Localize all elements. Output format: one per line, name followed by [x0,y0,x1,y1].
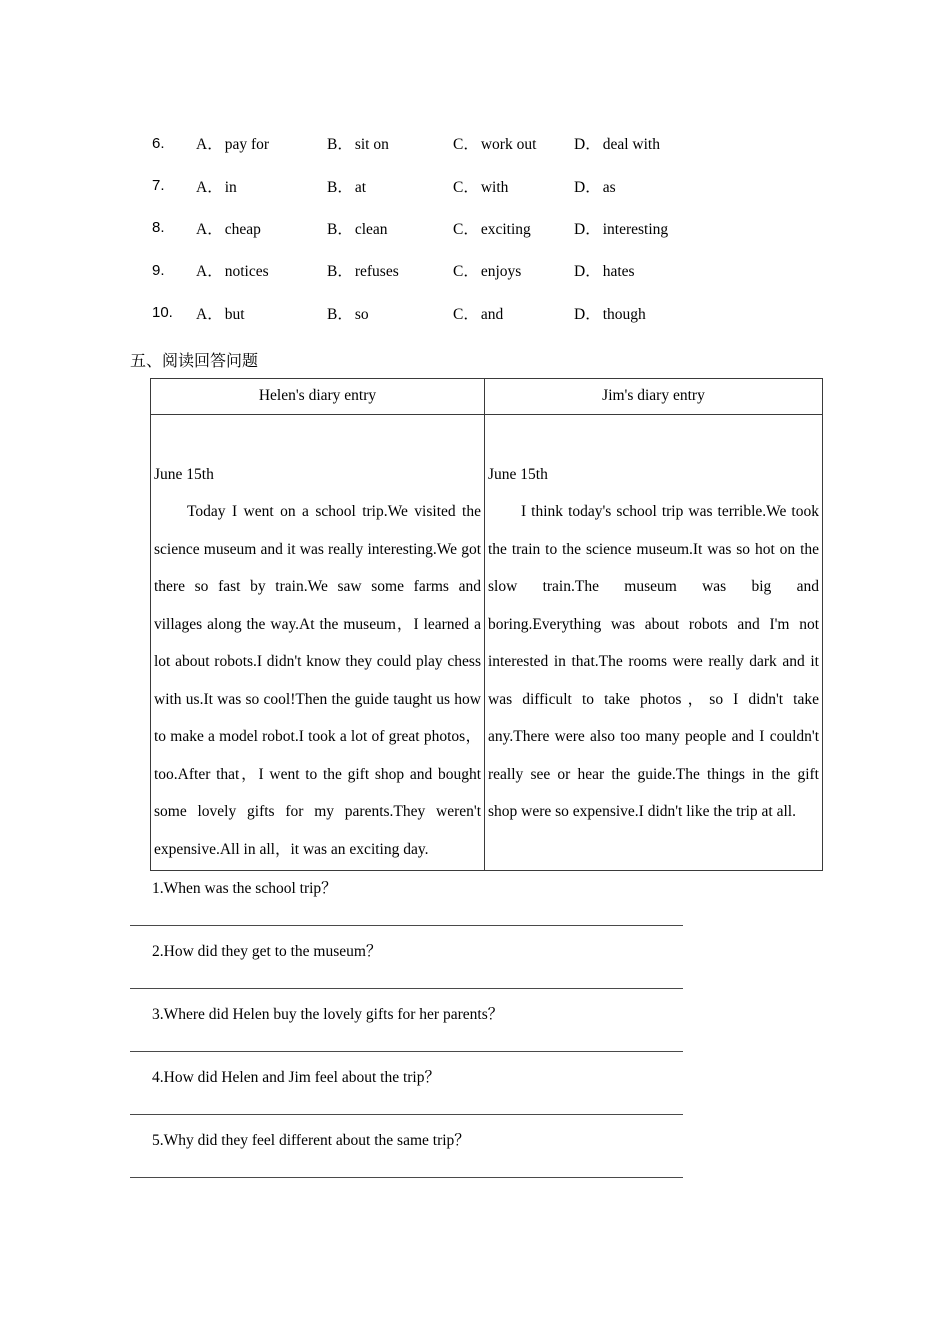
answer-line [130,1051,683,1052]
option-d [574,217,668,239]
option-letter: B． [327,178,353,196]
answer-line [130,988,683,989]
option-b [327,259,453,281]
option-b [327,302,453,324]
option-text: so [354,305,369,323]
option-letter: D． [574,178,601,196]
option-letter: B． [327,136,353,154]
option-a [196,259,327,281]
option-text: though [602,305,646,323]
option-a [196,302,327,324]
table-body-row [151,414,823,871]
option-a [196,132,327,154]
option-text: with [480,178,509,196]
option-letter: D． [574,136,601,154]
option-letter: D． [574,220,601,238]
section-title: 五、阅读回答问题 [130,352,259,370]
option-text: at [354,178,367,196]
question-number: 6. [152,134,165,152]
option-letter: C． [453,136,479,154]
qa-block-4 [130,1066,950,1115]
question-text: 5.Why did they feel different about the same trip？ [152,1132,470,1150]
option-text: clean [354,220,388,238]
helen-diary-cell [151,414,485,871]
option-text: interesting [602,220,669,238]
option-c [453,217,574,239]
question-text: 3.Where did Helen buy the lovely gifts for her parents？ [152,1006,504,1024]
option-text: in [224,178,237,196]
option-text: work out [480,136,537,154]
option-b [327,175,453,197]
diary-date: June 15th [154,465,214,483]
question-number: 9. [152,261,165,279]
question-number: 7. [152,177,165,195]
qa-block-2 [130,940,950,989]
diary-date: June 15th [488,465,548,483]
option-letter: A． [196,305,223,323]
option-text: deal with [602,136,660,154]
option-text: hates [602,263,635,281]
option-letter: D． [574,263,601,281]
mcq-row-7 [152,164,950,206]
option-letter: C． [453,263,479,281]
mcq-row-9 [152,249,950,291]
option-letter: A． [196,136,223,154]
option-text: refuses [354,263,399,281]
option-text: exciting [480,220,531,238]
option-text: cheap [224,220,261,238]
option-d [574,259,635,281]
question-number: 10. [152,304,173,322]
option-d [574,132,660,154]
question-text: 2.How did they get to the museum？ [152,943,382,961]
option-letter: B． [327,220,353,238]
option-letter: C． [453,305,479,323]
qa-block-3 [130,1003,950,1052]
option-letter: D． [574,305,601,323]
mcq-row-6 [152,122,950,164]
option-text: and [480,305,504,323]
option-a [196,217,327,239]
diary-table [150,378,823,872]
option-letter: C． [453,220,479,238]
qa-block-1 [130,877,950,926]
question-number: 8. [152,219,165,237]
option-c [453,302,574,324]
option-letter: A． [196,220,223,238]
option-text: as [602,178,616,196]
option-c [453,259,574,281]
questions-section [130,877,950,1178]
option-letter: A． [196,178,223,196]
option-letter: A． [196,263,223,281]
option-text: enjoys [480,263,522,281]
option-text: notices [224,263,269,281]
answer-line [130,1177,683,1178]
option-text: sit on [354,136,389,154]
answer-line [130,1114,683,1115]
table-header-helen: Helen's diary entry [151,378,485,414]
option-text: but [224,305,245,323]
option-letter: B． [327,305,353,323]
option-c [453,132,574,154]
option-c [453,175,574,197]
option-a [196,175,327,197]
table-header-row [151,378,823,414]
mcq-row-10 [152,292,950,334]
question-text: 4.How did Helen and Jim feel about the trip？ [152,1069,440,1087]
diary-text: I think today's school trip was terrible.We took the train to the science museum.It was so hot on the slow train.The museum was big and boring.Everything was about robots and I'm not interested in that.The rooms were really dark and it was difficult to take photos，so I didn't take any.There were also too many people and I couldn't really see or hear the guide.The things in the gift shop were so expensive.I didn't like the trip at all. [488,503,819,821]
option-d [574,175,616,197]
option-b [327,132,453,154]
answer-line [130,925,683,926]
option-b [327,217,453,239]
jim-diary-cell [485,414,823,871]
option-d [574,302,646,324]
option-letter: B． [327,263,353,281]
mcq-row-8 [152,207,950,249]
diary-text: Today I went on a school trip.We visited the science museum and it was really interesting.We got there so fast by train.We saw some farms and villages along the way.At the museum，I learned a lot about robots.I didn't know they could play chess with us.It was so cool!Then the guide taught us how to make a model robot.I took a lot of great photos，too.After that，I went to the gift shop and bought some lovely gifts for my parents.They weren't expensive.All in all，it was an exciting day. [154,503,481,858]
option-letter: C． [453,178,479,196]
option-text: pay for [224,136,270,154]
question-text: 1.When was the school trip？ [152,880,337,898]
table-header-jim: Jim's diary entry [485,378,823,414]
qa-block-5 [130,1129,950,1178]
mcq-section [152,122,950,334]
